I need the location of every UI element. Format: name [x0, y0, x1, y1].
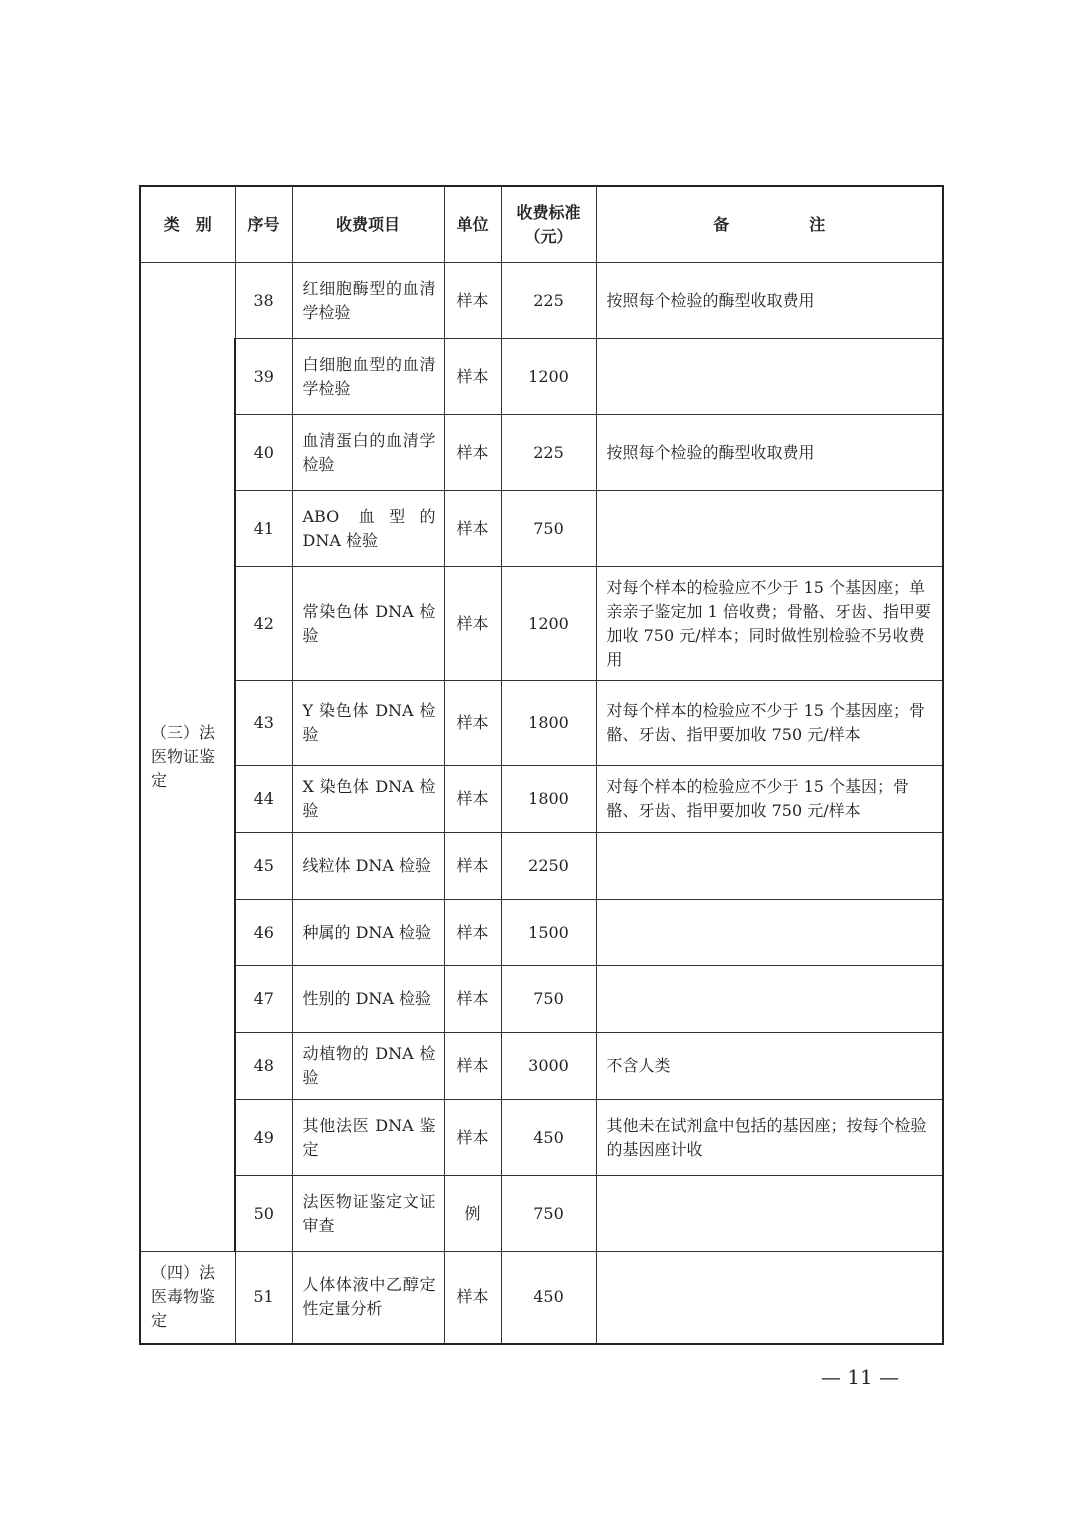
- table-row: [140, 766, 943, 833]
- header-fee: 收费标准（元）: [501, 186, 596, 263]
- row-fee: 750: [501, 966, 596, 1033]
- row-note: 按照每个检验的酶型收取费用: [596, 263, 943, 339]
- row-item: 白细胞血型的血清学检验: [292, 339, 444, 415]
- row-number: 46: [235, 900, 292, 966]
- table-row: [140, 491, 943, 567]
- row-unit: 样本: [444, 263, 501, 339]
- header-note-a: 备: [713, 214, 730, 234]
- row-item: X 染色体 DNA 检验: [292, 766, 444, 833]
- row-unit: 样本: [444, 766, 501, 833]
- header-note-b: 注: [809, 214, 826, 234]
- row-number: 41: [235, 491, 292, 567]
- row-fee: 450: [501, 1252, 596, 1344]
- header-item: 收费项目: [292, 186, 444, 263]
- row-fee: 450: [501, 1100, 596, 1176]
- row-number: 39: [235, 339, 292, 415]
- row-note: 不含人类: [596, 1033, 943, 1100]
- table-row: [140, 681, 943, 766]
- row-item: ABO 血型的 DNA 检验: [292, 491, 444, 567]
- row-item: 红细胞酶型的血清学检验: [292, 263, 444, 339]
- row-item: 种属的 DNA 检验: [292, 900, 444, 966]
- category-forensic-toxicology: （四）法医毒物鉴定: [140, 1252, 235, 1344]
- row-item: 线粒体 DNA 检验: [292, 833, 444, 900]
- table-row: [140, 833, 943, 900]
- table-row: [140, 1100, 943, 1176]
- row-fee: 2250: [501, 833, 596, 900]
- row-fee: 225: [501, 415, 596, 491]
- row-unit: 样本: [444, 1033, 501, 1100]
- row-item: 血清蛋白的血清学检验: [292, 415, 444, 491]
- row-number: 50: [235, 1176, 292, 1252]
- row-number: 48: [235, 1033, 292, 1100]
- row-item: 动植物的 DNA 检验: [292, 1033, 444, 1100]
- table-row: [140, 263, 943, 339]
- row-unit: 样本: [444, 900, 501, 966]
- row-fee: 1800: [501, 681, 596, 766]
- row-number: 40: [235, 415, 292, 491]
- table-row: [140, 900, 943, 966]
- row-number: 51: [235, 1252, 292, 1344]
- row-fee: 1800: [501, 766, 596, 833]
- header-seq: 序号: [235, 186, 292, 263]
- row-note: [596, 1252, 943, 1344]
- row-unit: 样本: [444, 491, 501, 567]
- row-fee: 750: [501, 1176, 596, 1252]
- header-unit: 单位: [444, 186, 501, 263]
- table-row: [140, 1033, 943, 1100]
- row-item: 性别的 DNA 检验: [292, 966, 444, 1033]
- row-fee: 3000: [501, 1033, 596, 1100]
- row-fee: 750: [501, 491, 596, 567]
- row-unit: 样本: [444, 339, 501, 415]
- row-note: 按照每个检验的酶型收取费用: [596, 415, 943, 491]
- row-fee: 1500: [501, 900, 596, 966]
- row-unit: 样本: [444, 567, 501, 681]
- row-note: [596, 900, 943, 966]
- row-fee: 225: [501, 263, 596, 339]
- category-forensic-evidence: （三）法医物证鉴定: [140, 263, 235, 1252]
- header-category: 类 别: [140, 186, 235, 263]
- row-number: 38: [235, 263, 292, 339]
- row-number: 43: [235, 681, 292, 766]
- row-item: 其他法医 DNA 鉴定: [292, 1100, 444, 1176]
- row-number: 49: [235, 1100, 292, 1176]
- table-row: [140, 1176, 943, 1252]
- row-unit: 例: [444, 1176, 501, 1252]
- row-note: [596, 339, 943, 415]
- row-fee: 1200: [501, 567, 596, 681]
- table-row: [140, 567, 943, 681]
- row-note: 其他未在试剂盒中包括的基因座；按每个检验的基因座计收: [596, 1100, 943, 1176]
- page-number: — 11 —: [820, 1365, 900, 1389]
- row-item: 人体体液中乙醇定性定量分析: [292, 1252, 444, 1344]
- row-note: [596, 1176, 943, 1252]
- row-item: 常染色体 DNA 检验: [292, 567, 444, 681]
- row-unit: 样本: [444, 415, 501, 491]
- header-row: [140, 186, 943, 263]
- row-number: 47: [235, 966, 292, 1033]
- row-number: 42: [235, 567, 292, 681]
- row-note: [596, 491, 943, 567]
- table-row: [140, 339, 943, 415]
- row-unit: 样本: [444, 1100, 501, 1176]
- header-note: [596, 186, 943, 263]
- table-row: [140, 415, 943, 491]
- row-fee: 1200: [501, 339, 596, 415]
- row-number: 45: [235, 833, 292, 900]
- row-unit: 样本: [444, 1252, 501, 1344]
- row-unit: 样本: [444, 681, 501, 766]
- row-item: Y 染色体 DNA 检验: [292, 681, 444, 766]
- row-note: 对每个样本的检验应不少于 15 个基因；骨骼、牙齿、指甲要加收 750 元/样本: [596, 766, 943, 833]
- table-row: [140, 966, 943, 1033]
- row-note: 对每个样本的检验应不少于 15 个基因座；单亲亲子鉴定加 1 倍收费；骨骼、牙齿、指甲要加收 750 元/样本；同时做性别检验不另收费用: [596, 567, 943, 681]
- row-unit: 样本: [444, 966, 501, 1033]
- row-number: 44: [235, 766, 292, 833]
- row-note: 对每个样本的检验应不少于 15 个基因座；骨骼、牙齿、指甲要加收 750 元/样本: [596, 681, 943, 766]
- row-item: 法医物证鉴定文证审查: [292, 1176, 444, 1252]
- row-unit: 样本: [444, 833, 501, 900]
- row-note: [596, 966, 943, 1033]
- table-row: [140, 1252, 943, 1344]
- fee-table: [139, 185, 944, 1345]
- row-note: [596, 833, 943, 900]
